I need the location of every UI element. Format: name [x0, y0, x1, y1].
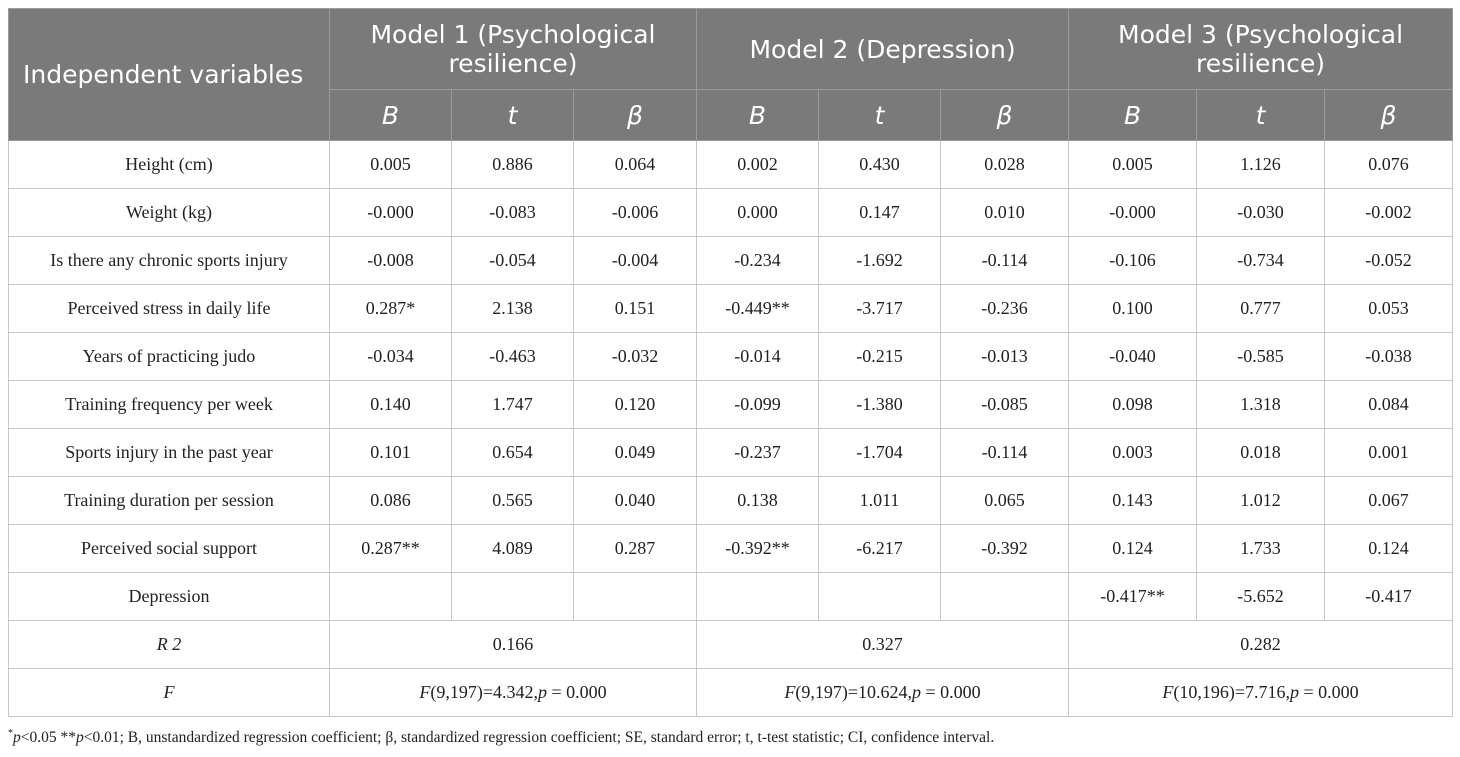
row-label: Perceived stress in daily life [9, 285, 330, 333]
table-cell: 0.287** [330, 525, 452, 573]
table-cell: -6.217 [819, 525, 941, 573]
table-cell: -0.463 [452, 333, 574, 381]
f-stat: (9,197)=10.624, [795, 682, 912, 702]
table-cell: 1.012 [1197, 477, 1325, 525]
table-cell: 0.001 [1325, 429, 1453, 477]
table-cell: 0.143 [1069, 477, 1197, 525]
table-cell: -0.034 [330, 333, 452, 381]
table-cell: 4.089 [452, 525, 574, 573]
table-cell: 0.151 [574, 285, 697, 333]
table-cell: 0.886 [452, 141, 574, 189]
f-model-2 [697, 669, 1069, 717]
footnote-p1: p [13, 729, 21, 747]
header-m2-b: B [697, 90, 819, 141]
header-model-2: Model 2 (Depression) [697, 9, 1069, 90]
regression-table [8, 8, 1453, 717]
p-symbol: p [537, 682, 547, 702]
table-cell [330, 573, 452, 621]
table-row [9, 189, 1453, 237]
p-symbol: p [912, 682, 921, 702]
f-symbol: F [1162, 682, 1174, 702]
table-cell: -1.704 [819, 429, 941, 477]
table-cell: 0.076 [1325, 141, 1453, 189]
table-row [9, 141, 1453, 189]
table-cell: 0.010 [941, 189, 1069, 237]
row-label: Weight (kg) [9, 189, 330, 237]
table-cell: -0.237 [697, 429, 819, 477]
header-m2-t: t [819, 90, 941, 141]
table-row-r2 [9, 621, 1453, 669]
table-cell: 0.005 [330, 141, 452, 189]
table-cell: 1.318 [1197, 381, 1325, 429]
header-m3-b: B [1069, 90, 1197, 141]
table-cell: -0.013 [941, 333, 1069, 381]
row-label: Sports injury in the past year [9, 429, 330, 477]
table-cell [697, 573, 819, 621]
table-cell: -0.449** [697, 285, 819, 333]
footnote-star: * [8, 728, 13, 739]
table-cell: -0.106 [1069, 237, 1197, 285]
table-cell: -0.014 [697, 333, 819, 381]
f-symbol: F [784, 682, 796, 702]
table-cell: -0.000 [330, 189, 452, 237]
table-cell: -0.236 [941, 285, 1069, 333]
footnote-text-1: <0.05 ** [20, 729, 76, 747]
table-cell: 0.101 [330, 429, 452, 477]
table-cell: 0.147 [819, 189, 941, 237]
r2-label: R 2 [9, 621, 330, 669]
p-value: = 0.000 [546, 682, 607, 702]
table-cell: 0.100 [1069, 285, 1197, 333]
table-cell: 0.124 [1069, 525, 1197, 573]
table-cell: -0.114 [941, 429, 1069, 477]
table-cell: 0.120 [574, 381, 697, 429]
table-cell: -0.234 [697, 237, 819, 285]
header-m1-b: B [330, 90, 452, 141]
table-cell: -3.717 [819, 285, 941, 333]
table-cell: -0.038 [1325, 333, 1453, 381]
table-cell: 2.138 [452, 285, 574, 333]
table-cell: 0.777 [1197, 285, 1325, 333]
table-cell: 0.430 [819, 141, 941, 189]
table-cell [574, 573, 697, 621]
table-cell: 0.005 [1069, 141, 1197, 189]
row-label: Training duration per session [9, 477, 330, 525]
table-cell: 0.018 [1197, 429, 1325, 477]
table-cell: -0.215 [819, 333, 941, 381]
row-label: Years of practicing judo [9, 333, 330, 381]
regression-table-container [8, 8, 1452, 717]
header-m2-beta: β [941, 90, 1069, 141]
table-cell: 0.287* [330, 285, 452, 333]
header-independent-variables: Independent variables [9, 9, 330, 141]
f-stat: (9,197)=4.342, [430, 682, 538, 702]
f-label: F [9, 669, 330, 717]
header-m1-beta: β [574, 90, 697, 141]
table-cell [941, 573, 1069, 621]
table-cell: -5.652 [1197, 573, 1325, 621]
r2-model-2: 0.327 [697, 621, 1069, 669]
table-cell: -0.004 [574, 237, 697, 285]
footnote-text-2: <0.01; B, unstandardized regression coefficient; β, standardized regression coefficient; SE, standard error; t, t-test statistic; CI, confidence interval. [83, 729, 995, 747]
table-cell: 0.086 [330, 477, 452, 525]
table-row [9, 381, 1453, 429]
table-cell: 0.049 [574, 429, 697, 477]
header-model-1: Model 1 (Psychological resilience) [330, 9, 697, 90]
p-symbol: p [1290, 682, 1300, 702]
table-cell: -0.734 [1197, 237, 1325, 285]
table-cell: -0.052 [1325, 237, 1453, 285]
table-cell: 0.084 [1325, 381, 1453, 429]
p-value: = 0.000 [1299, 682, 1359, 702]
table-cell: 0.067 [1325, 477, 1453, 525]
table-cell: -0.000 [1069, 189, 1197, 237]
table-cell: 0.028 [941, 141, 1069, 189]
table-cell: -0.006 [574, 189, 697, 237]
table-cell: 1.733 [1197, 525, 1325, 573]
table-row [9, 477, 1453, 525]
f-model-1 [330, 669, 697, 717]
table-cell: -0.032 [574, 333, 697, 381]
header-m3-t: t [1197, 90, 1325, 141]
header-row-models [9, 9, 1453, 90]
table-cell: -0.417 [1325, 573, 1453, 621]
table-cell: 0.654 [452, 429, 574, 477]
r2-model-3: 0.282 [1069, 621, 1453, 669]
f-stat: (10,196)=7.716, [1173, 682, 1291, 702]
row-label: Training frequency per week [9, 381, 330, 429]
table-cell: 0.002 [697, 141, 819, 189]
r2-model-1: 0.166 [330, 621, 697, 669]
table-cell: 1.011 [819, 477, 941, 525]
table-row-f [9, 669, 1453, 717]
table-cell: 0.565 [452, 477, 574, 525]
table-row [9, 285, 1453, 333]
table-cell: -0.008 [330, 237, 452, 285]
table-cell: 0.124 [1325, 525, 1453, 573]
table-body [9, 141, 1453, 717]
table-cell: -0.392 [941, 525, 1069, 573]
table-cell: 0.138 [697, 477, 819, 525]
header-m1-t: t [452, 90, 574, 141]
row-label: Height (cm) [9, 141, 330, 189]
table-cell: 0.065 [941, 477, 1069, 525]
row-label: Is there any chronic sports injury [9, 237, 330, 285]
table-cell: 0.003 [1069, 429, 1197, 477]
row-label: Perceived social support [9, 525, 330, 573]
header-m3-beta: β [1325, 90, 1453, 141]
table-cell: 0.000 [697, 189, 819, 237]
table-cell: 0.287 [574, 525, 697, 573]
table-cell: 0.098 [1069, 381, 1197, 429]
table-cell: -0.054 [452, 237, 574, 285]
table-cell: -1.380 [819, 381, 941, 429]
table-cell: 0.064 [574, 141, 697, 189]
table-cell: -0.114 [941, 237, 1069, 285]
table-row [9, 237, 1453, 285]
table-row [9, 525, 1453, 573]
table-cell: -0.585 [1197, 333, 1325, 381]
table-footnote [8, 728, 994, 747]
table-cell: 0.040 [574, 477, 697, 525]
f-model-3 [1069, 669, 1453, 717]
table-cell: 0.140 [330, 381, 452, 429]
table-cell: -0.417** [1069, 573, 1197, 621]
table-cell: -0.085 [941, 381, 1069, 429]
table-cell: -0.002 [1325, 189, 1453, 237]
f-symbol: F [419, 682, 431, 702]
table-cell: -1.692 [819, 237, 941, 285]
row-label: Depression [9, 573, 330, 621]
table-row [9, 573, 1453, 621]
table-cell: 1.126 [1197, 141, 1325, 189]
table-cell: -0.030 [1197, 189, 1325, 237]
p-value: = 0.000 [921, 682, 981, 702]
table-cell: -0.083 [452, 189, 574, 237]
table-cell: -0.040 [1069, 333, 1197, 381]
table-cell [819, 573, 941, 621]
table-cell: 0.053 [1325, 285, 1453, 333]
table-row [9, 333, 1453, 381]
table-cell: -0.392** [697, 525, 819, 573]
header-model-3: Model 3 (Psychological resilience) [1069, 9, 1453, 90]
table-row [9, 429, 1453, 477]
table-cell: 1.747 [452, 381, 574, 429]
table-cell [452, 573, 574, 621]
footnote-p2: p [76, 729, 84, 747]
table-cell: -0.099 [697, 381, 819, 429]
